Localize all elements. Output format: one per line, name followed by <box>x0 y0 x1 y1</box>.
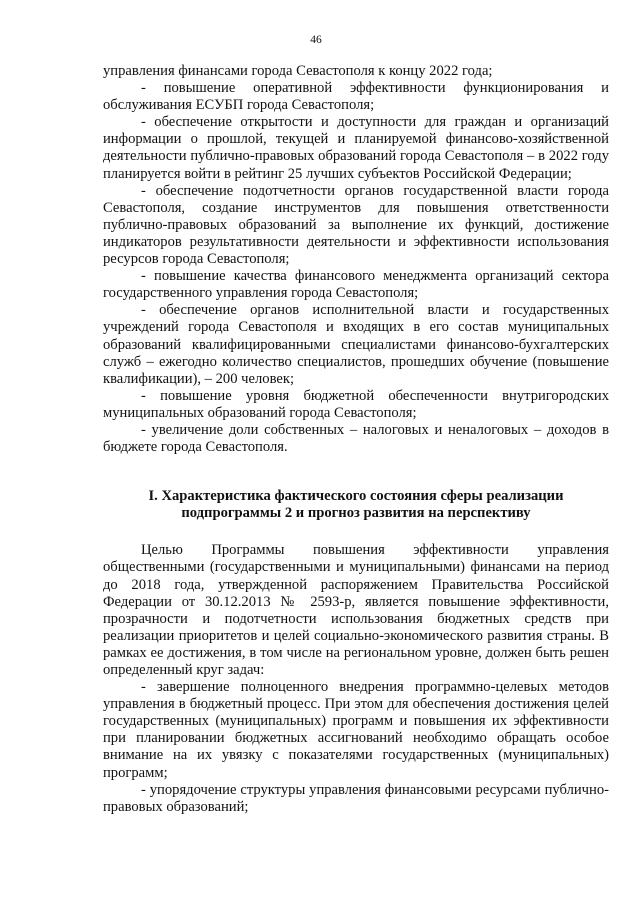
list-item-operational-efficiency: - повышение оперативной эффективности функционирования и обслуживания ЕСУБП города Севастополя; <box>103 80 609 114</box>
page-number: 46 <box>310 34 322 46</box>
section-heading: I. Характеристика фактического состояния сферы реализации подпрограммы 2 и прогноз развития на перспективу <box>148 488 564 522</box>
list-item-own-revenue: - увеличение доли собственных – налоговых и неналоговых – доходов в бюджете города Севастополя. <box>103 421 609 456</box>
list-item-qualified-specialists: - обеспечение органов исполнительной власти и государственных учреждений города Севастополя и входящих в его состав муниципальных образований квалифицированными специалистами финансово-бухгалтерских служб – ежегодно количество специалистов, прошедших обучение (повышение квалификации), – 200 человек; <box>103 302 609 387</box>
paragraph-continuation: управления финансами города Севастополя к концу 2022 года; <box>103 63 493 79</box>
list-item-structure-ordering: - упорядочение структуры управления финансовыми ресурсами публично-правовых образований; <box>103 781 609 815</box>
list-item-financial-management: - повышение качества финансового менеджмента организаций сектора государственного управления города Севастополя; <box>103 268 609 302</box>
page-content <box>103 63 609 816</box>
list-item-program-target-methods: - завершение полноценного внедрения программно-целевых методов управления в бюджетный процесс. При этом для обеспечения достижения целей государственных (муниципальных) программ и повышения их эффективности при планировании бюджетных ассигнований необходимо обращать особое внимание на их увязку с показателями государственных (муниципальных) программ; <box>103 679 609 781</box>
list-item-accountability: - обеспечение подотчетности органов государственной власти города Севастополя, создание инструментов для повышения ответственности публично-правовых образований за выполнение их функций, достижение индикаторов результативности деятельности и эффективности использования ресурсов города Севастополя; <box>103 182 609 268</box>
list-item-openness: - обеспечение открытости и доступности для граждан и организаций информации о прошлой, текущей и планируемой финансово-хозяйственной деятельности публично-правовых образований города Севастополя – в 2022 году планируется войти в рейтинг 25 лучших субъектов Российской Федерации; <box>103 114 609 182</box>
list-item-budget-sufficiency: - повышение уровня бюджетной обеспеченности внутригородских муниципальных образований города Севастополя; <box>103 387 609 421</box>
paragraph-program-goal: Целью Программы повышения эффективности управления общественными (государственными и муниципальными) финансами на период до 2018 года, утвержденной распоряжением Правительства Российской Федерации от 30.12.2013 № 2593-р, является повышение эффективности, прозрачности и подотчетности использования бюджетных средств при реализации приоритетов и целей социально-экономического развития страны. В рамках ее достижения, в том числе на региональном уровне, должен быть решен определенный круг задач: <box>103 542 609 678</box>
